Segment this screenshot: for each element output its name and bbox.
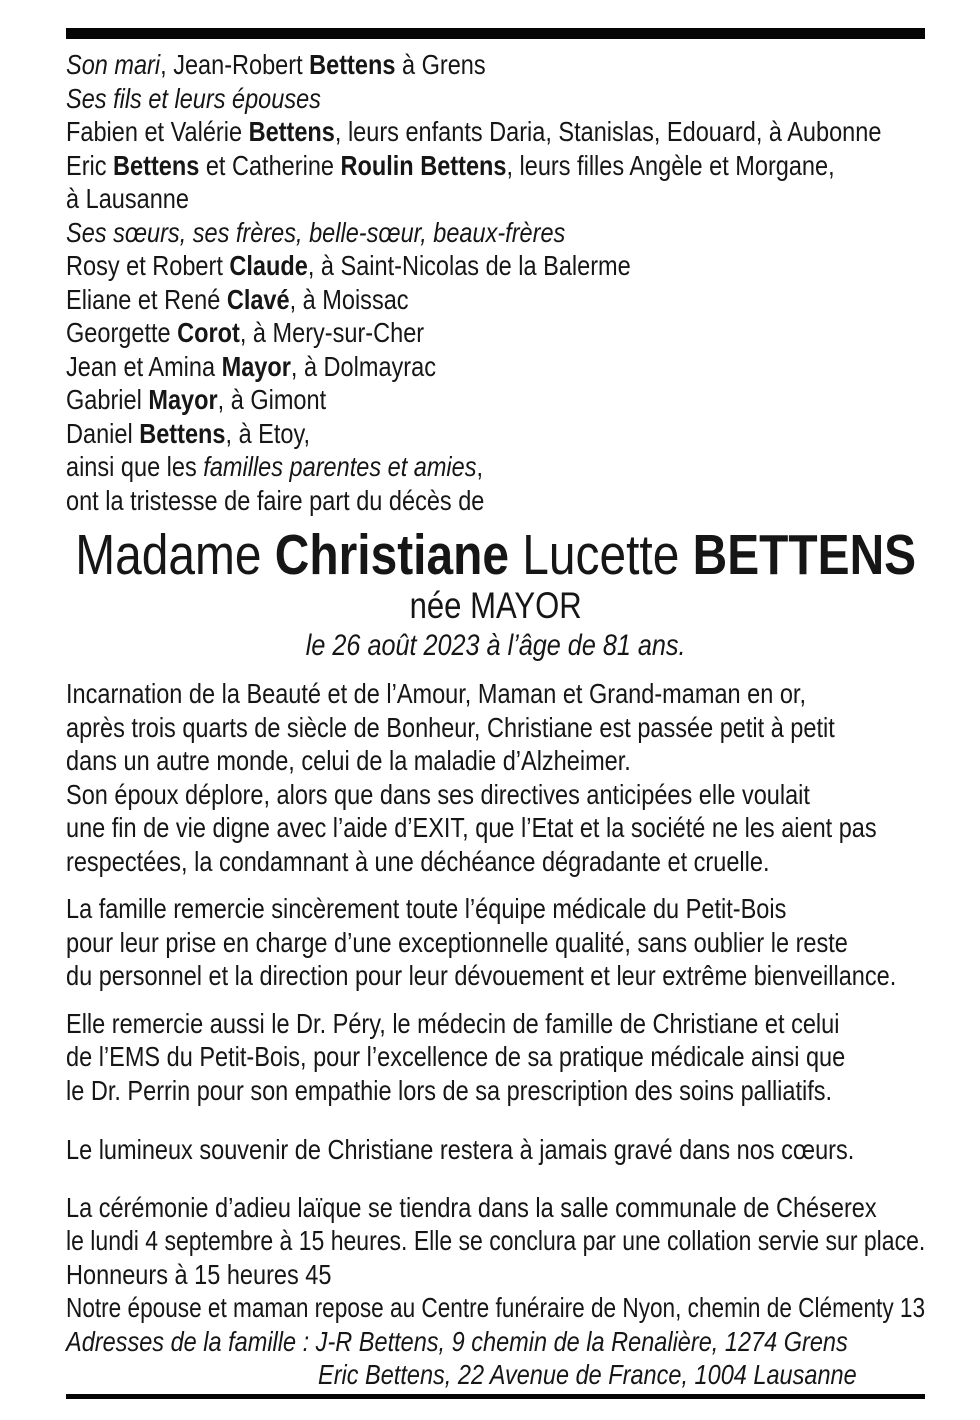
death-date-line: le 26 août 2023 à l’âge de 81 ans. <box>305 629 686 662</box>
memory-line: Le lumineux souvenir de Christiane restera à jamais gravé dans nos cœurs. <box>66 1134 855 1165</box>
family-line: Gabriel Mayor, à Gimont <box>66 384 327 415</box>
tribute-line: Incarnation de la Beauté et de l’Amour, Maman et Grand-maman en or, <box>66 678 806 709</box>
tribute-line: une fin de vie digne avec l’aide d’EXIT, que l’Etat et la société ne les aient pas <box>66 812 877 843</box>
address-line: Eric Bettens, 22 Avenue de France, 1004 Lausanne <box>318 1358 857 1390</box>
family-line: Son mari, Jean-Robert Bettens à Grens <box>66 49 486 80</box>
title-block <box>66 525 925 665</box>
family-line: Daniel Bettens, à Etoy, <box>66 417 311 449</box>
family-line: Fabien et Valérie Bettens, leurs enfants Daria, Stanislas, Edouard, à Aubonne <box>66 116 882 147</box>
thanks-team-line: La famille remercie sincèrement toute l’équipe médicale du Petit-Bois <box>66 893 787 924</box>
thanks-doctors-paragraph <box>66 1007 925 1108</box>
family-line: Rosy et Robert Claude, à Saint-Nicolas de la Balerme <box>66 250 631 281</box>
deceased-name: Madame Christiane Lucette BETTENS <box>75 523 917 587</box>
ceremony-line: La cérémonie d’adieu laïque se tiendra dans la salle communale de Chéserex <box>66 1191 877 1223</box>
ceremony-line: le lundi 4 septembre à 15 heures. Elle se conclura par une collation servie sur place. <box>66 1225 926 1256</box>
ceremony-paragraph <box>66 1191 925 1325</box>
family-line: Ses fils et leurs épouses <box>66 82 321 114</box>
family-line: Eliane et René Clavé, à Moissac <box>66 283 409 315</box>
tribute-line: dans un autre monde, celui de la maladie d’Alzheimer. <box>66 745 631 776</box>
ceremony-line: Notre épouse et maman repose au Centre funéraire de Nyon, chemin de Clémenty 13 <box>66 1292 926 1323</box>
address-line: Adresses de la famille : J-R Bettens, 9 chemin de la Renalière, 1274 Grens <box>66 1325 848 1357</box>
tribute-line: après trois quarts de siècle de Bonheur, Christiane est passée petit à petit <box>66 711 835 743</box>
thanks-doctors-line: le Dr. Perrin pour son empathie lors de sa prescription des soins palliatifs. <box>66 1074 833 1106</box>
family-line: Jean et Amina Mayor, à Dolmayrac <box>66 350 436 382</box>
family-line: Eric Bettens et Catherine Roulin Bettens, leurs filles Angèle et Morgane, <box>66 149 835 181</box>
thanks-team-line: du personnel et la direction pour leur dévouement et leur extrême bienveillance. <box>66 960 897 991</box>
family-line: ont la tristesse de faire part du décès de <box>66 484 485 516</box>
family-line: ainsi que les familles parentes et amies, <box>66 451 484 482</box>
maiden-name: née MAYOR <box>409 585 582 626</box>
thanks-doctors-line: Elle remercie aussi le Dr. Péry, le médecin de famille de Christiane et celui <box>66 1007 840 1039</box>
thanks-doctors-line: de l’EMS du Petit-Bois, pour l’excellence de sa pratique médicale ainsi que <box>66 1041 846 1072</box>
family-list <box>66 48 925 517</box>
family-line: Ses sœurs, ses frères, belle-sœur, beaux-frères <box>66 216 566 248</box>
thanks-team-paragraph <box>66 892 925 993</box>
ceremony-line: Honneurs à 15 heures 45 <box>66 1258 332 1290</box>
family-addresses <box>66 1325 925 1391</box>
notice-content <box>66 48 925 1391</box>
family-line: Georgette Corot, à Mery-sur-Cher <box>66 317 425 348</box>
thanks-team-line: pour leur prise en charge d’une exceptionnelle qualité, sans oublier le reste <box>66 926 848 958</box>
family-line: à Lausanne <box>66 183 189 214</box>
tribute-paragraph <box>66 677 925 878</box>
tribute-line: Son époux déplore, alors que dans ses directives anticipées elle voulait <box>66 778 810 810</box>
bottom-rule <box>66 1394 925 1399</box>
top-rule <box>66 28 925 39</box>
tribute-line: respectées, la condamnant à une déchéance dégradante et cruelle. <box>66 845 770 877</box>
